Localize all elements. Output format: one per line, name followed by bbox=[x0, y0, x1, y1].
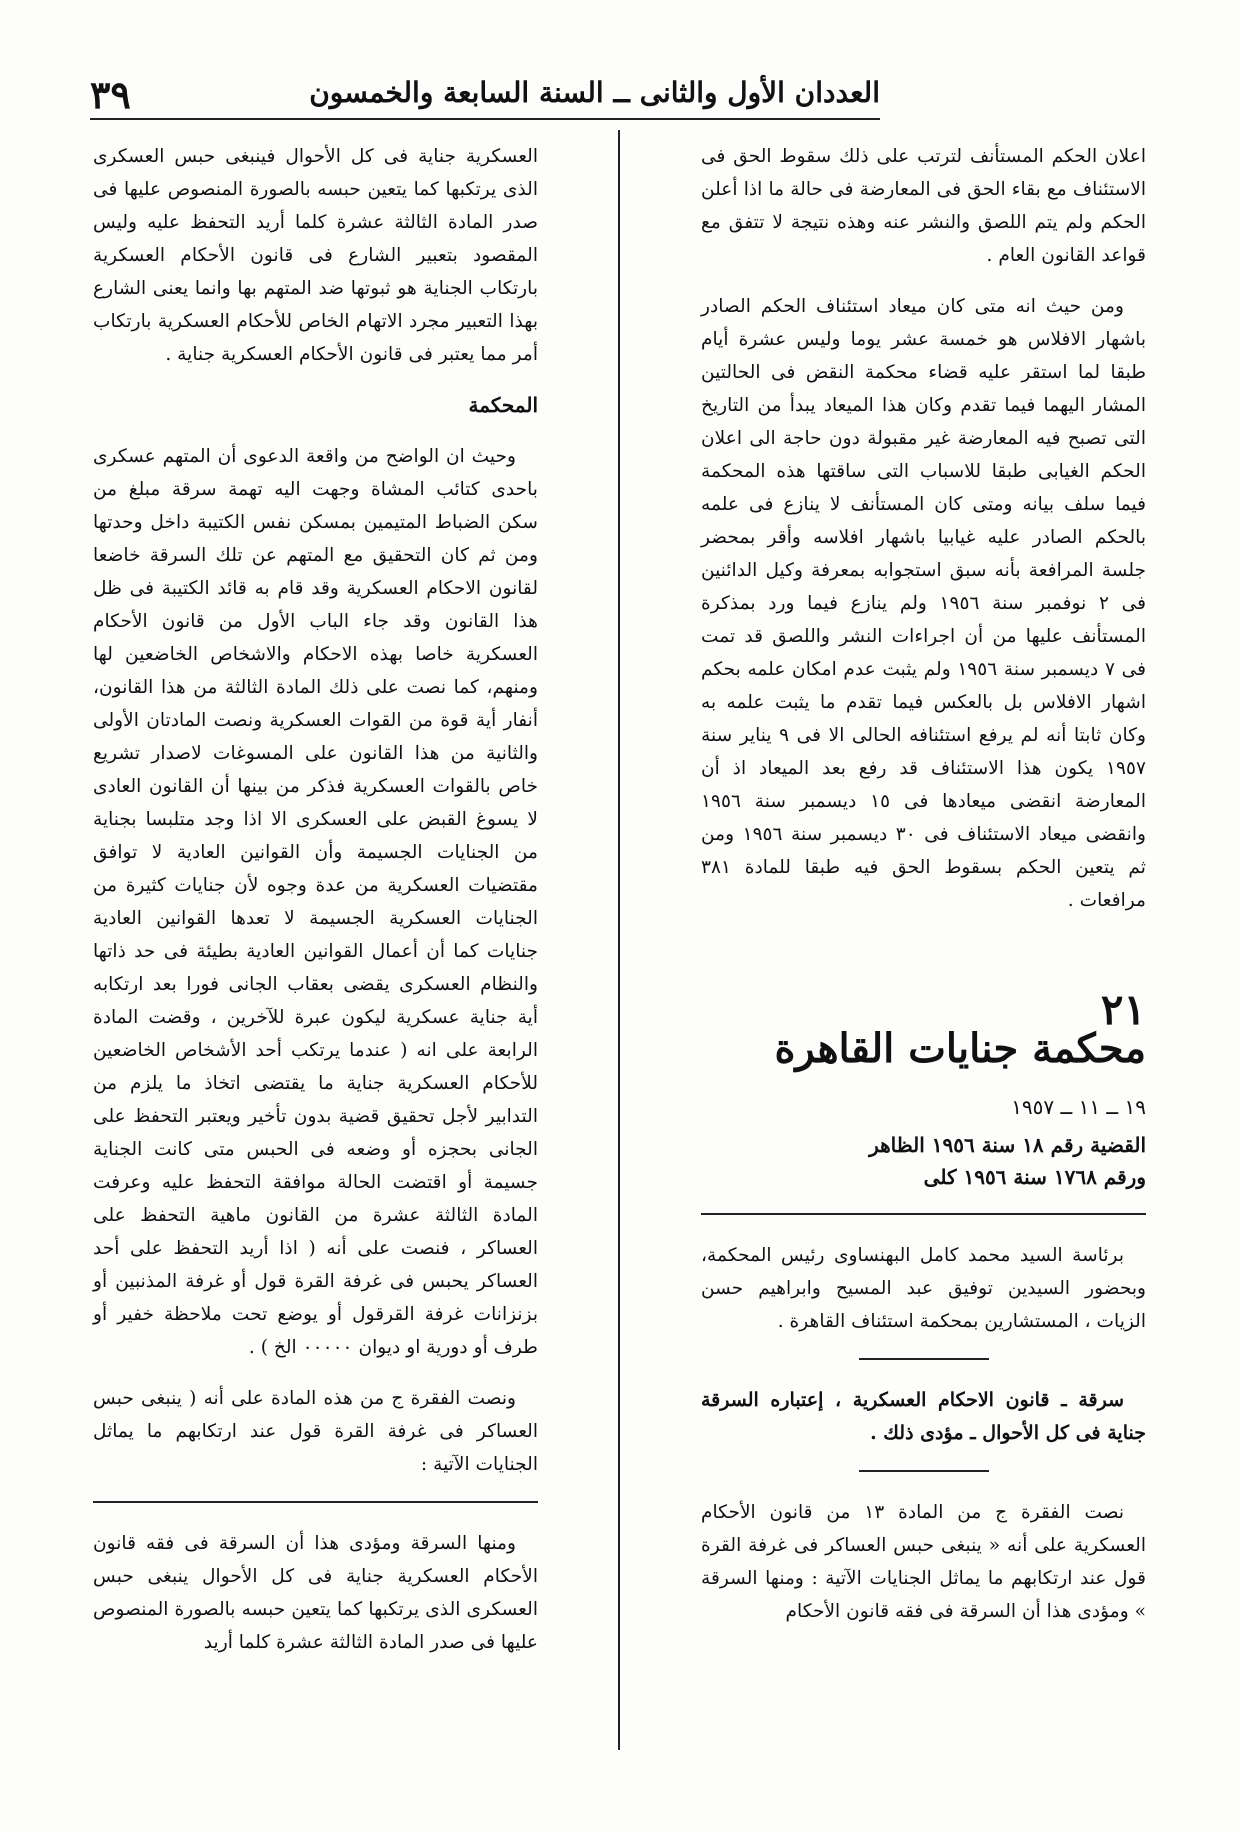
running-head: العددان الأول والثانى ــ السنة السابعة والخمسون bbox=[309, 76, 880, 109]
column-divider bbox=[618, 130, 620, 1750]
divider-rule bbox=[701, 1213, 1146, 1215]
left-paragraph-3: ونصت الفقرة ج من هذه المادة على أنه ( ينبغى حبس العساكر فى غرفة القرة قول عند ارتكابهم ما يماثل الجنايات الآتية : bbox=[93, 1388, 538, 1475]
case-reference-2: ورقم ١٧٦٨ سنة ١٩٥٦ كلى bbox=[923, 1165, 1146, 1189]
case-summary: نصت الفقرة ج من المادة ١٣ من قانون الأحكام العسكرية على أنه « ينبغى حبس العساكر فى غرفة القرة قول عند ارتكابهم ما يماثل الجنايات الآتية : ومنها السرقة » ومؤدى هذا أن السرقة فى فقه قانون الأحكام bbox=[701, 1502, 1146, 1622]
right-column bbox=[701, 140, 1146, 1646]
right-paragraph-1: اعلان الحكم المستأنف لترتب على ذلك سقوط الحق فى الاستئناف مع بقاء الحق فى المعارضة فى حالة ما اذا أعلن الحكم ولم يتم اللصق والنشر عنه وهذه نتيجة لا تتفق مع قواعد القانون العام . bbox=[701, 146, 1146, 266]
divider-rule bbox=[93, 1501, 538, 1503]
court-title: محكمة جنايات القاهرة bbox=[774, 1025, 1146, 1072]
page-number: ٣٩ bbox=[90, 72, 131, 117]
left-paragraph-2: وحيث ان الواضح من واقعة الدعوى أن المتهم عسكرى باحدى كتائب المشاة وجهت اليه تهمة سرقة مبلغ من سكن الضباط المتيمين بمسكن نفس الكتيبة داخل وحدتها ومن ثم كان التحقيق مع المتهم عن تلك السرقة خاضعا لقانون الاحكام العسكرية وقد قام به قائد الكتيبة فى ظل هذا القانون وقد جاء الباب الأول من قانون الأحكام العسكرية خاصا بهذه الاحكام والاشخاص الخاضعين لها ومنهم، كما نصت على ذلك المادة الثالثة من هذا القانون، أنفار أية قوة من القوات العسكرية ونصت المادتان الأولى والثانية من هذا القانون على المسوغات لاصدار تشريع خاص بالقوات العسكرية فذكر من بينها أن القانون العادى لا يسوغ القبض على العسكرى الا اذا وجد متلبسا بجناية من الجنايات الجسيمة وأن القوانين العادية لا توافق مقتضيات العسكرية من عدة وجوه لأن جنايات كثيرة من الجنايات العسكرية الجسيمة لا تعدها القوانين العادية جنايات كما أن أعمال القوانين العادية بطيئة فى حد ذاتها والنظام العسكرى يقضى بعقاب الجانى فورا بعد ارتكابه أية جناية عسكرية ليكون عبرة للآخرين ، وقضت المادة الرابعة على انه ( عندما يرتكب أحد الأشخاص الخاضعين للأحكام العسكرية جناية ما يقتضى اتخاذ ما يلزم من التدابير لأجل تحقيق قضية بدون تأخير ويعتبر التحفظ على الجانى بحجزه أو وضعه فى الحبس متى كانت الجناية جسيمة أو اقتضت الحالة موافقة التحفظ عليه وعرفت المادة الثالثة عشرة من القانون ماهية التحفظ على العساكر ، فنصت على أنه ( اذا أريد التحفظ على أحد العساكر يحبس فى غرفة القرة قول أو غرفة المذنبين أو بزنزانات غرفة القرقول أو يوضع تحت ملاحظة خفير أو طرف أو دورية او ديوان ٠٠٠٠٠ الخ ) . bbox=[93, 446, 538, 1358]
case-subject: سرقة ـ قانون الاحكام العسكرية ، إعتباره السرقة جناية فى كل الأحوال ـ مؤدى ذلك . bbox=[701, 1389, 1146, 1444]
page-header bbox=[90, 70, 880, 120]
right-paragraph-2: ومن حيث انه متى كان ميعاد استئناف الحكم الصادر باشهار الافلاس هو خمسة عشر يوما وليس عشرة أيام طبقا لما استقر عليه قضاء محكمة النقض فى الحالتين المشار اليهما فيما تقدم وكان هذا الميعاد يبدأ من التاريخ التى تصبح فيه المعارضة غير مقبولة دون حاجة الى اعلان الحكم الغيابى طبقا للاسباب التى ساقتها هذه المحكمة فيما سلف بيانه ومتى كان المستأنف لا ينازع فى علمه بالحكم الصادر عليه غيابيا باشهار افلاسه وأقر بمحضر جلسة المرافعة بأنه سبق استجوابه بمعرفة وكيل الدائنين فى ٢ نوفمبر سنة ١٩٥٦ ولم ينازع فيما ورد بمذكرة المستأنف عليها من أن اجراءات النشر واللصق قد تمت فى ٧ ديسمبر سنة ١٩٥٦ ولم يثبت عدم امكان علمه بحكم اشهار الافلاس بل بالعكس فيما تقدم ما يثبت علمه به وكان ثابتا أنه لم يرفع استئنافه الحالى الا فى ٩ يناير سنة ١٩٥٧ يكون هذا الاستئناف قد رفع بعد الميعاد اذ أن المعارضة انقضى ميعادها فى ١٥ ديسمبر سنة ١٩٥٦ وانقضى ميعاد الاستئناف فى ٣٠ ديسمبر سنة ١٩٥٦ ومن ثم يتعين الحكم بسقوط الحق فيه طبقا للمادة ٣٨١ مرافعات . bbox=[701, 296, 1146, 911]
left-column bbox=[93, 140, 538, 1677]
court-panel: برئاسة السيد محمد كامل البهنساوى رئيس المحكمة، وبحضور السيدين توفيق عبد المسيح وابراهيم حسن الزيات ، المستشارين بمحكمة استئناف القاهرة . bbox=[701, 1245, 1146, 1332]
section-heading: المحكمة bbox=[468, 393, 538, 417]
divider-rule bbox=[859, 1358, 989, 1360]
divider-rule bbox=[859, 1470, 989, 1472]
left-paragraph-4: ومنها السرقة ومؤدى هذا أن السرقة فى فقه قانون الأحكام العسكرية جناية فى كل الأحوال ينبغى حبس العسكرى الذى يرتكبها كما يتعين حبسه بالصورة المنصوص عليها فى صدر المادة الثالثة عشرة كلما أريد bbox=[93, 1533, 538, 1653]
left-paragraph-1: العسكرية جناية فى كل الأحوال فينبغى حبس العسكرى الذى يرتكبها كما يتعين حبسه بالصورة المنصوص عليها فى صدر المادة الثالثة عشرة كلما أريد التحفظ عليه وليس المقصود بتعبير الشارع فى قانون الأحكام العسكرية بارتكاب الجناية هو ثبوتها ضد المتهم بها وانما يعنى الشارع بهذا التعبير مجرد الاتهام الخاص للأحكام العسكرية بارتكاب أمر مما يعتبر فى قانون الأحكام العسكرية جناية . bbox=[93, 146, 538, 365]
case-date: ١٩ ــ ١١ ــ ١٩٥٧ bbox=[1011, 1095, 1146, 1119]
case-reference-1: القضية رقم ١٨ سنة ١٩٥٦ الظاهر bbox=[869, 1133, 1146, 1157]
case-number: ٢١ bbox=[1100, 985, 1146, 1034]
